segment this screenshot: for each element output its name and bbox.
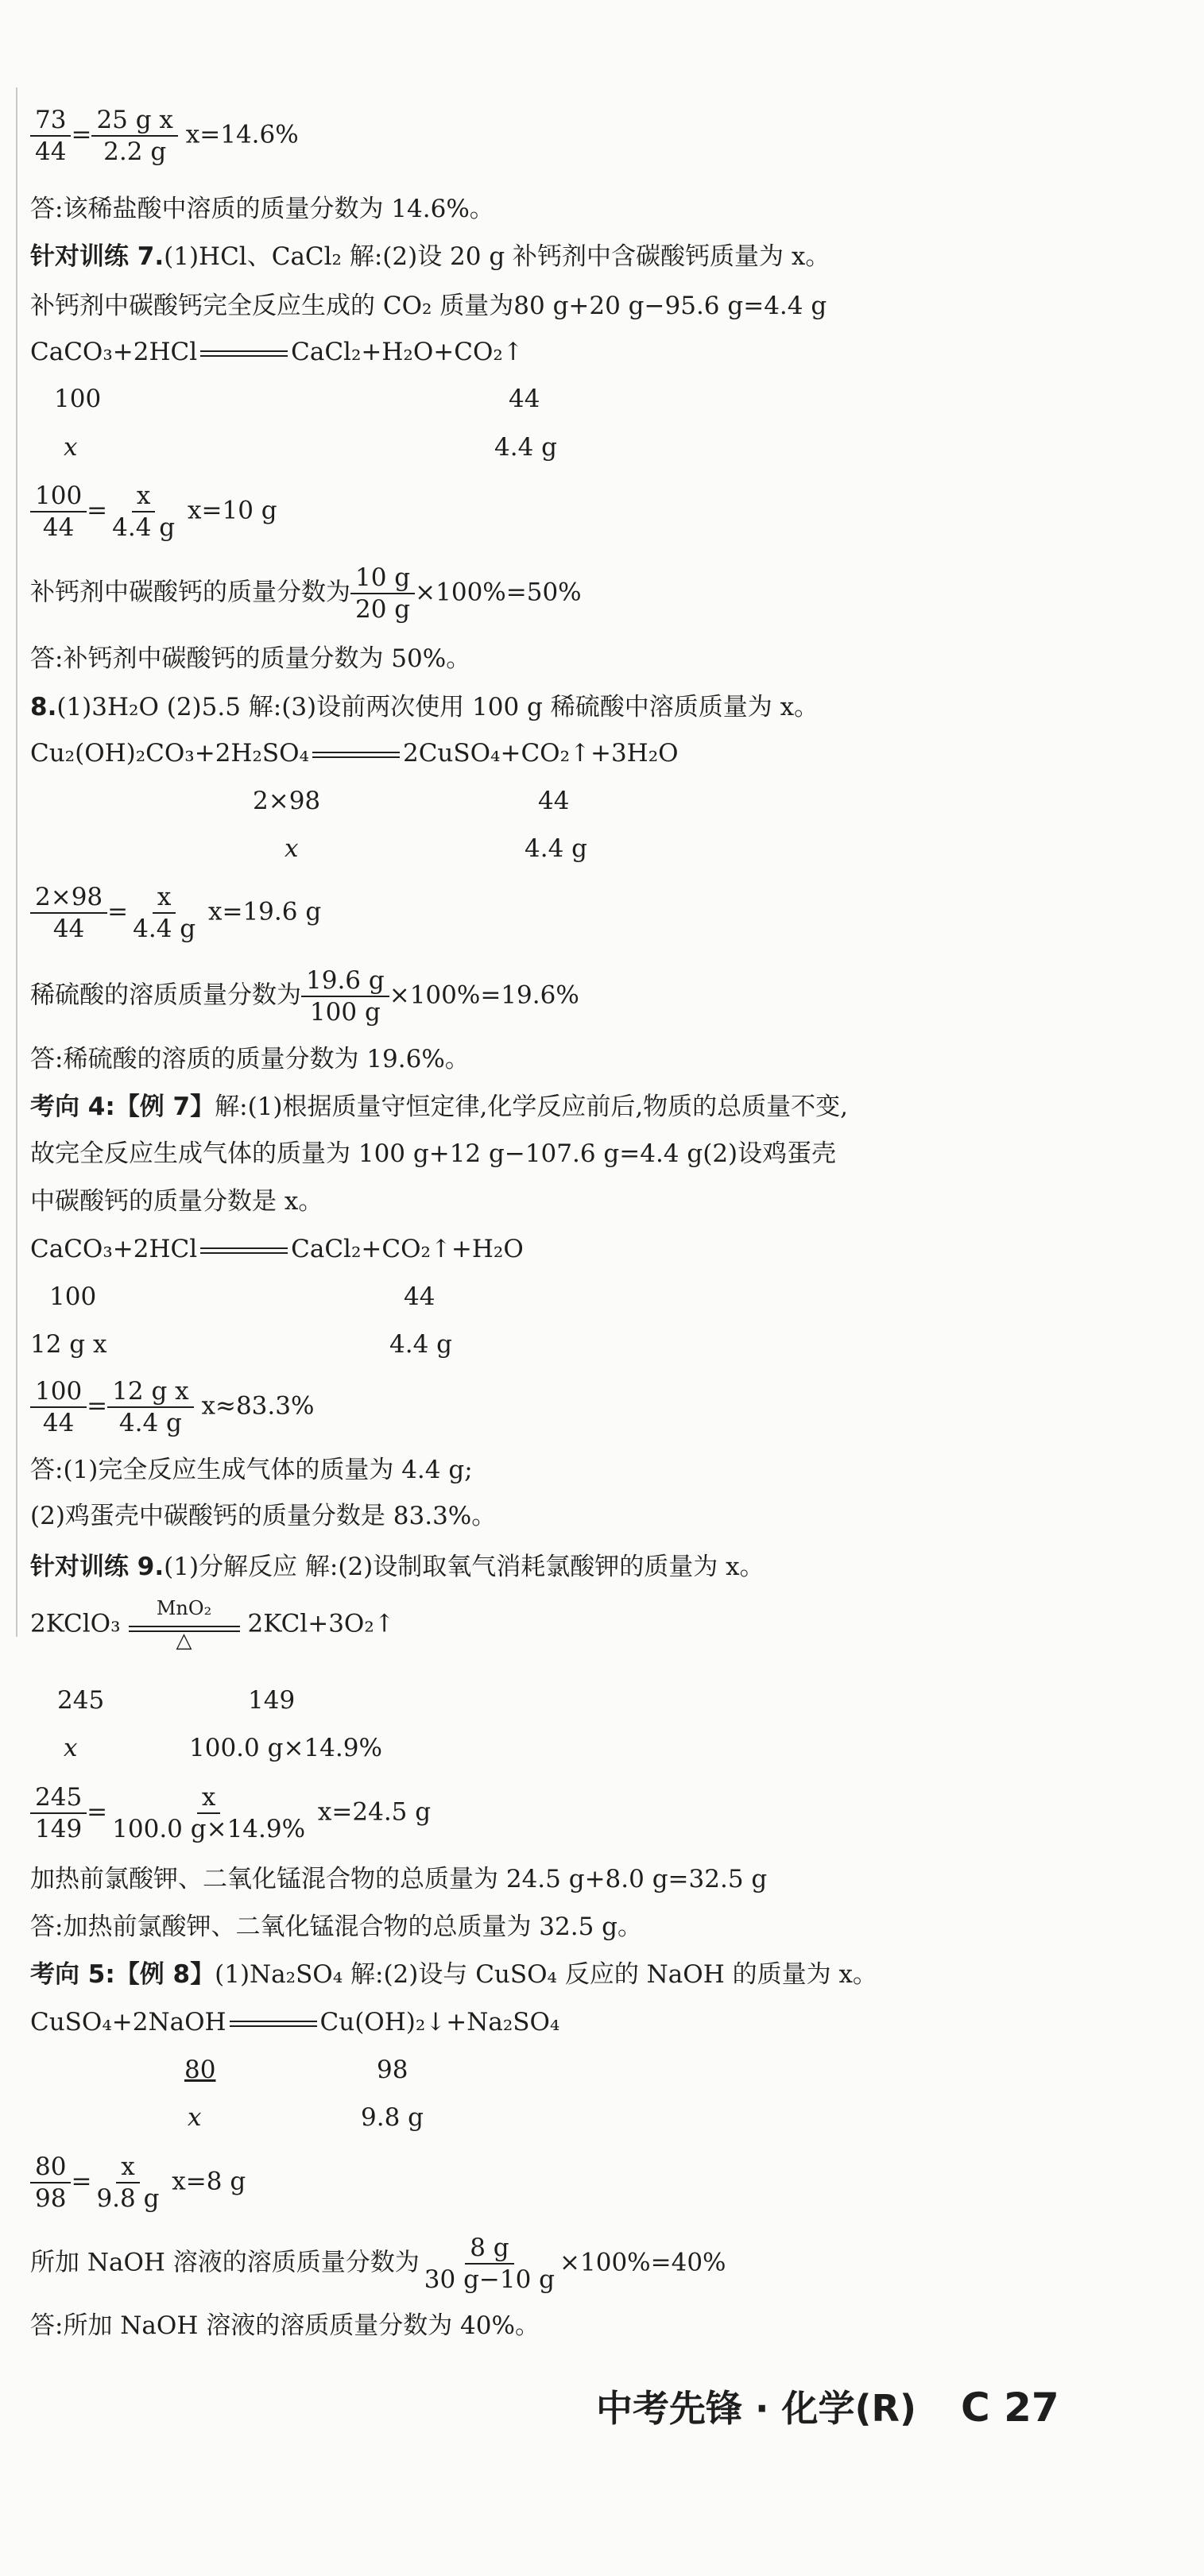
equation-line: 补钙剂中碳酸钙的质量分数为 $\frac{10 g}{20 g}$ ×100%=50%	[30, 563, 582, 625]
ratio-row: 2×98	[253, 787, 321, 815]
reaction-equation: CaCO₃+2HCl CaCl₂+H₂O+CO₂↑	[30, 338, 524, 366]
ratio-row: 44	[509, 385, 540, 413]
fraction: $\frac{245}{149}$	[30, 1782, 87, 1844]
page-footer	[596, 2380, 1059, 2432]
exercise-heading: 针对训练 9.(1)分解反应 解:(2)设制取氧气消耗氯酸钾的质量为 x。	[30, 1553, 765, 1581]
fraction: $\frac{8 g}{30 g-10 g}$	[424, 2234, 556, 2295]
fraction: $\frac{x}{4.4 g}$	[112, 482, 176, 543]
equals-sign	[200, 350, 288, 357]
ratio-row: x	[285, 834, 299, 863]
equation-line: 稀硫酸的溶质质量分数为 $\frac{19.6 g}{100 g}$ ×100%=19.6%	[30, 966, 579, 1027]
equation-line: $\frac{73}{44}$ = $\frac{\text{25 g x}}{2.2 g}$ x=14.6%	[30, 105, 299, 167]
ratio-row: 44	[538, 787, 570, 815]
ratio-row: 100	[54, 385, 102, 413]
answer-line: (2)鸡蛋壳中碳酸钙的质量分数是 83.3%。	[30, 1502, 497, 1530]
fraction: $\frac{73}{44}$	[30, 105, 71, 167]
answer-line: 答:稀硫酸的溶质的质量分数为 19.6%。	[30, 1045, 470, 1073]
section-heading: 考向 5:【例 8】(1)Na₂SO₄ 解:(2)设与 CuSO₄ 反应的 NaOH 的质量为 x。	[30, 1960, 877, 1989]
ratio-row: 9.8 g	[361, 2103, 424, 2132]
text-line: 中碳酸钙的质量分数是 x。	[30, 1187, 323, 1216]
ratio-row: 98	[377, 2056, 408, 2084]
ratio-row: x	[64, 1734, 78, 1762]
answer-line: 答:(1)完全反应生成气体的质量为 4.4 g;	[30, 1456, 473, 1484]
exercise-heading: 8.(1)3H₂O (2)5.5 解:(3)设前两次使用 100 g 稀硫酸中溶质质量为 x。	[30, 693, 819, 721]
text-line: 加热前氯酸钾、二氧化锰混合物的总质量为 24.5 g+8.0 g=32.5 g	[30, 1865, 768, 1893]
ratio-row: 44	[404, 1282, 436, 1311]
text-line: 补钙剂中碳酸钙完全反应生成的 CO₂ 质量为80 g+20 g−95.6 g=4.4 g	[30, 292, 827, 320]
equation-line: 所加 NaOH 溶液的溶质质量分数为 $\frac{8 g}{30 g-10 g}$ ×100%=40%	[30, 2234, 726, 2295]
ratio-row: 245	[57, 1686, 105, 1715]
reaction-equation: 2KClO₃ MnO₂ △ 2KCl+3O₂↑	[30, 1597, 395, 1653]
reaction-equation: CaCO₃+2HCl CaCl₂+CO₂↑+H₂O	[30, 1235, 524, 1263]
ratio-row: 12 g x	[30, 1330, 107, 1359]
fraction: $\frac{x}{100.0 g\times 14.9\%}$	[112, 1783, 306, 1844]
exercise-heading: 针对训练 7.(1)HCl、CaCl₂ 解:(2)设 20 g 补钙剂中含碳酸钙质量为 x。	[30, 242, 830, 271]
equation-line: $\frac{2\times 98}{44}$ = $\frac{x}{4.4 g}$ x=19.6 g	[30, 882, 321, 944]
text-line: 故完全反应生成气体的质量为 100 g+12 g−107.6 g=4.4 g(2)设鸡蛋壳	[30, 1139, 837, 1168]
fraction: $\frac{\text{25 g x}}{2.2 g}$	[91, 105, 177, 167]
page-number: C 27	[960, 2385, 1059, 2431]
ratio-row: x	[188, 2103, 202, 2132]
equals-sign	[312, 752, 400, 758]
equation-line: $\frac{100}{44}$ = $\frac{x}{4.4 g}$ x=10 g	[30, 481, 277, 543]
fraction: $\frac{x}{9.8 g}$	[96, 2152, 160, 2214]
fraction: $\frac{100}{44}$	[30, 481, 87, 543]
fraction: $\frac{100}{44}$	[30, 1376, 87, 1438]
book-title: 中考先锋 · 化学(R)	[596, 2387, 916, 2430]
fraction: $\frac{2\times 98}{44}$	[30, 882, 107, 944]
fraction: $\frac{x}{4.4 g}$	[133, 883, 196, 944]
reaction-equation: CuSO₄+2NaOH Cu(OH)₂↓+Na₂SO₄	[30, 2008, 560, 2036]
binding-margin-line	[16, 87, 17, 1637]
answer-line: 答:补钙剂中碳酸钙的质量分数为 50%。	[30, 644, 471, 673]
fraction: $\frac{80}{98}$	[30, 2152, 71, 2214]
answer-line: 答:加热前氯酸钾、二氧化锰混合物的总质量为 32.5 g。	[30, 1913, 643, 1941]
ratio-row: x	[64, 433, 78, 462]
ratio-row: 4.4 g	[525, 834, 587, 863]
answer-line: 答:该稀盐酸中溶质的质量分数为 14.6%。	[30, 195, 494, 223]
ratio-row: 100.0 g×14.9%	[189, 1734, 382, 1762]
ratio-row: 149	[248, 1686, 296, 1715]
equation-line: $\frac{245}{149}$ = $\frac{x}{100.0 g\times 14.9\%}$ x=24.5 g	[30, 1782, 431, 1844]
ratio-row: 4.4 g	[389, 1330, 452, 1359]
equation-line: $\frac{80}{98}$ = $\frac{x}{9.8 g}$ x=8 g	[30, 2152, 246, 2214]
answer-line: 答:所加 NaOH 溶液的溶质质量分数为 40%。	[30, 2311, 540, 2340]
fraction: $\frac{\text{12 g x}}{4.4 g}$	[107, 1376, 193, 1438]
fraction: $\frac{10 g}{20 g}$	[350, 563, 415, 625]
section-heading: 考向 4:【例 7】解:(1)根据质量守恒定律,化学反应前后,物质的总质量不变,	[30, 1093, 849, 1121]
equals-sign	[200, 1247, 288, 1254]
equals-sign	[230, 2021, 317, 2027]
catalyst-condition: MnO₂ △	[121, 1599, 248, 1651]
ratio-row: 100	[49, 1282, 97, 1311]
ratio-row: 4.4 g	[494, 433, 557, 462]
ratio-row: 80	[184, 2056, 216, 2084]
reaction-equation: Cu₂(OH)₂CO₃+2H₂SO₄ 2CuSO₄+CO₂↑+3H₂O	[30, 739, 679, 768]
fraction: $\frac{19.6 g}{100 g}$	[301, 965, 389, 1027]
equation-line: $\frac{100}{44}$ = $\frac{\text{12 g x}}{4.4 g}$ x≈83.3%	[30, 1376, 314, 1438]
